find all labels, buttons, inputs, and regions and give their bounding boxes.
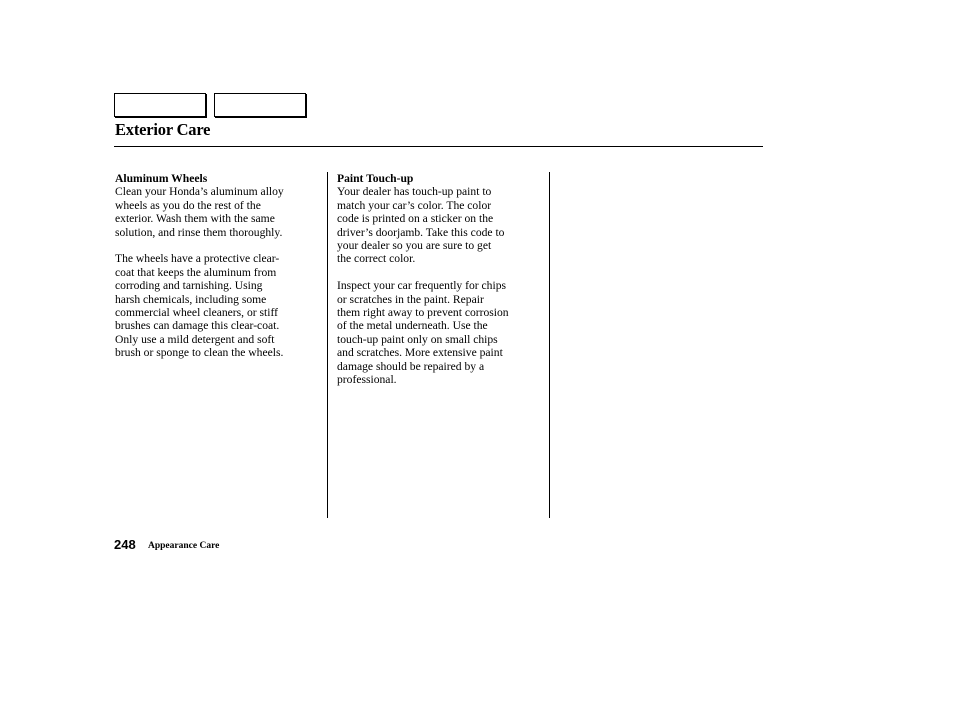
title-divider [114, 146, 763, 147]
text-line: brush or sponge to clean the wheels. [115, 346, 284, 360]
text-line: The wheels have a protective clear- [115, 252, 280, 266]
text-line: and scratches. More extensive paint [337, 346, 503, 360]
text-line: match your car’s color. The color [337, 198, 492, 212]
text-line: Clean your Honda’s aluminum alloy [115, 185, 284, 199]
text-line: of the metal underneath. Use the [337, 319, 488, 333]
paragraph [337, 279, 547, 386]
column-paint-touch-up [337, 172, 547, 386]
text-line: exterior. Wash them with the same [115, 212, 275, 226]
paragraph [115, 252, 323, 359]
text-line: Only use a mild detergent and soft [115, 332, 275, 346]
text-line: Your dealer has touch-up paint to [337, 185, 492, 199]
text-line: harsh chemicals, including some [115, 292, 267, 306]
nav-tab-box-1[interactable] [114, 93, 206, 117]
text-line: coat that keeps the aluminum from [115, 265, 277, 279]
text-line: driver’s doorjamb. Take this code to [337, 225, 505, 239]
section-heading-aluminum-wheels: Aluminum Wheels [115, 172, 208, 185]
column-divider [327, 172, 328, 518]
text-line: commercial wheel cleaners, or stiff [115, 306, 278, 320]
text-line: Inspect your car frequently for chips [337, 279, 507, 293]
text-line: brushes can damage this clear-coat. [115, 319, 280, 333]
section-heading-paint-touch-up: Paint Touch-up [337, 172, 414, 185]
text-line: professional. [337, 373, 397, 387]
paragraph [337, 185, 547, 265]
text-line: damage should be repaired by a [337, 359, 485, 373]
text-line: code is printed on a sticker on the [337, 212, 494, 226]
text-line: your dealer so you are sure to get [337, 239, 492, 253]
page-number: 248 [114, 537, 136, 552]
text-line: the correct color. [337, 252, 416, 266]
text-line: them right away to prevent corrosion [337, 306, 509, 320]
column-divider [549, 172, 550, 518]
page-title: Exterior Care [115, 120, 211, 139]
paragraph [115, 185, 323, 239]
text-line: wheels as you do the rest of the [115, 198, 261, 212]
text-line: touch-up paint only on small chips [337, 332, 498, 346]
nav-tab-box-2[interactable] [214, 93, 306, 117]
footer-section-name: Appearance Care [148, 541, 220, 551]
text-line: or scratches in the paint. Repair [337, 292, 484, 306]
text-line: solution, and rinse them thoroughly. [115, 225, 283, 239]
column-aluminum-wheels [115, 172, 323, 360]
text-line: corroding and tarnishing. Using [115, 279, 263, 293]
